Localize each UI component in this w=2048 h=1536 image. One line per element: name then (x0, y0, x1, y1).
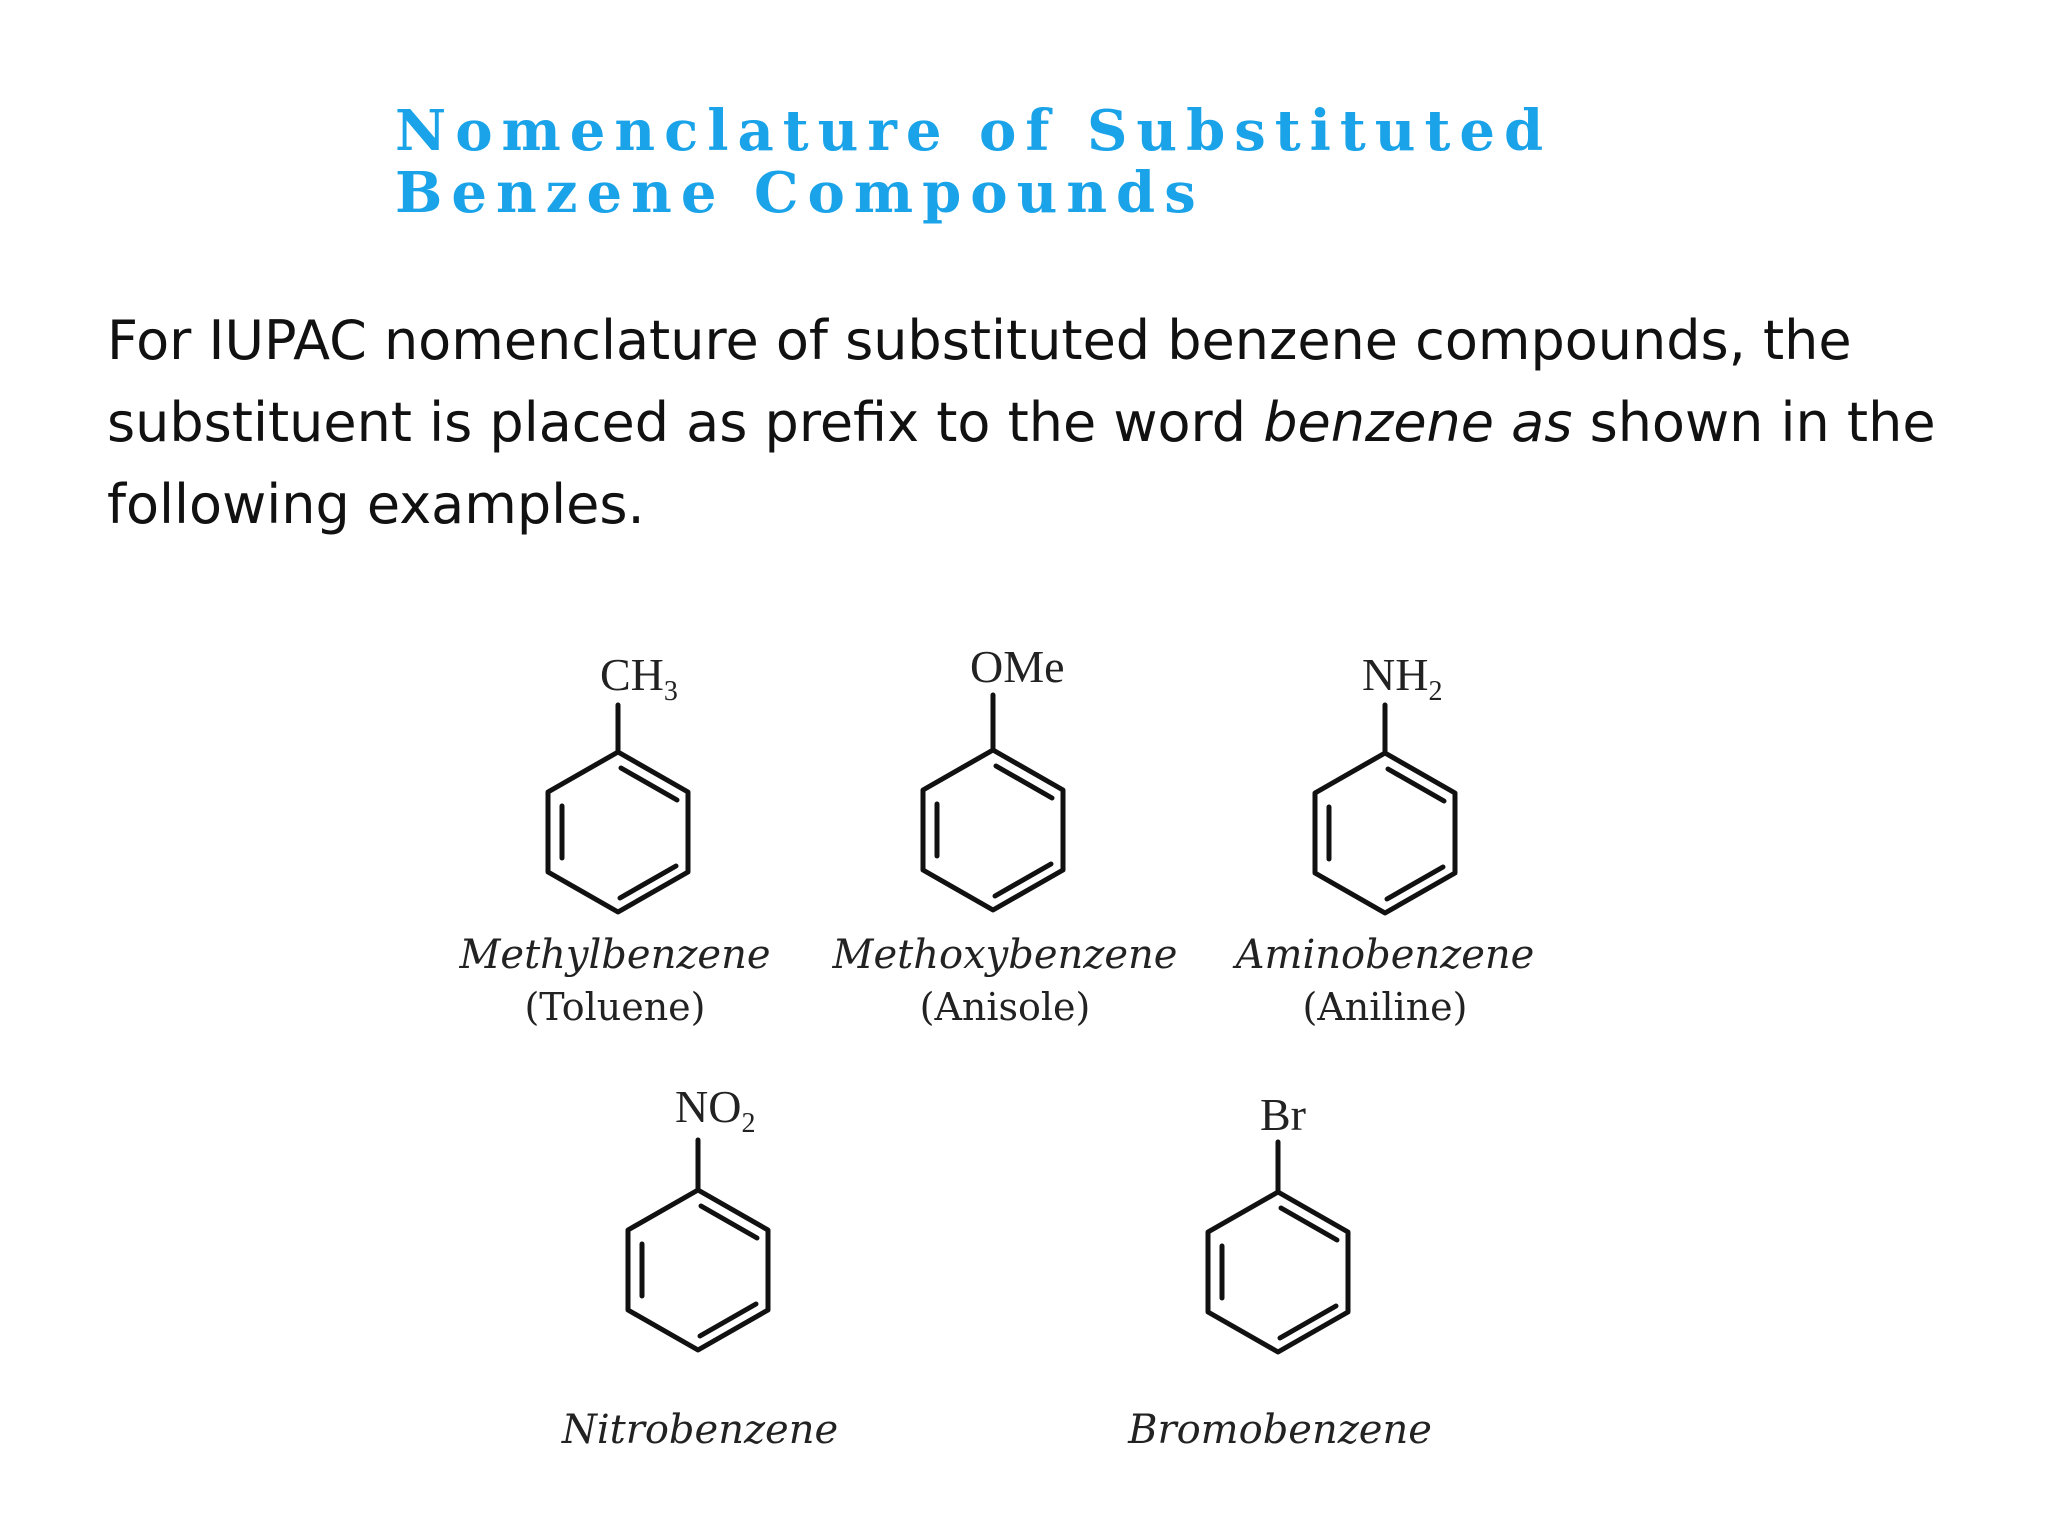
slide-title-line-1: Nomenclature of Substituted (395, 98, 1553, 164)
iupac-name: Aminobenzene (1235, 932, 1535, 978)
molecule-methoxybenzene (790, 640, 1230, 1040)
common-name: (Toluene) (524, 985, 706, 1029)
intro-text-after: shown in the following examples. (107, 391, 1936, 536)
benzene-ring-structure (790, 640, 1230, 940)
benzene-ring-structure (1080, 1070, 1480, 1390)
iupac-name: Methylbenzene (459, 932, 771, 978)
molecule-aminobenzene (1200, 640, 1600, 1040)
molecule-bromobenzene (1080, 1070, 1480, 1490)
intro-emphasis: benzene as (1263, 391, 1573, 454)
common-name: (Aniline) (1302, 985, 1468, 1029)
benzene-ring-structure (1200, 640, 1600, 940)
benzene-ring-structure (520, 1070, 920, 1390)
substituent-label: $NH_2$ (1362, 649, 1443, 707)
iupac-name: Bromobenzene (1128, 1407, 1432, 1453)
molecule-methylbenzene (410, 640, 810, 1040)
molecule-nitrobenzene (520, 1070, 920, 1490)
substituent-label: $NO_2$ (675, 1081, 756, 1139)
substituent-label: OMe (970, 641, 1065, 692)
common-name: (Anisole) (919, 985, 1091, 1029)
benzene-ring-structure (410, 640, 810, 940)
substituent-label: $CH_3$ (600, 649, 678, 707)
intro-text-before: For IUPAC nomenclature of substituted benzene compounds, the substituent is placed as prefix to the word (107, 309, 1852, 454)
slide-title-line-2: Benzene Compounds (395, 160, 1205, 226)
substituent-label: Br (1260, 1089, 1306, 1140)
iupac-name: Nitrobenzene (561, 1407, 839, 1453)
iupac-name: Methoxybenzene (832, 932, 1178, 978)
